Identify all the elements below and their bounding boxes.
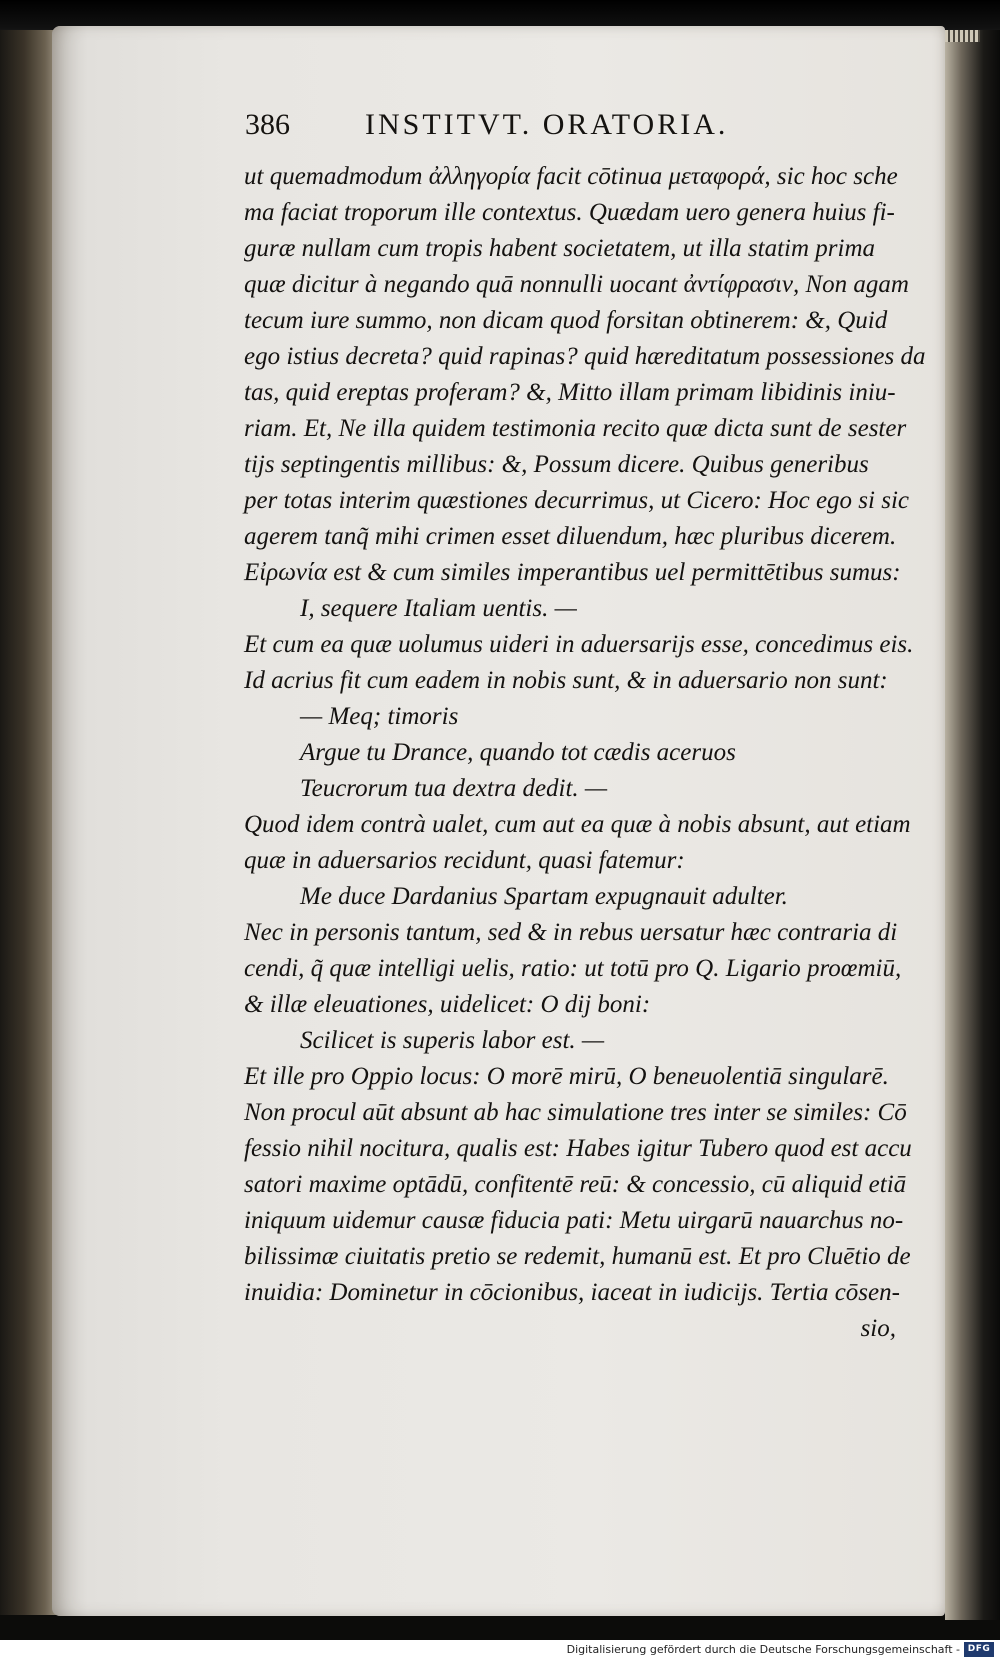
text-line: Εἰρωνία est & cum similes imperantibus uel permittētibus sumus:	[244, 559, 901, 586]
verse-line: Me duce Dardanius Spartam expugnauit adulter.	[300, 883, 788, 910]
running-title: INSTITVT. ORATORIA.	[365, 108, 729, 141]
book-spine	[0, 30, 60, 1615]
text-line: Et ille pro Oppio locus: O morē mirū, O beneuolentiā singularē.	[244, 1063, 889, 1090]
text-line: ego istius decreta? quid rapinas? quid hæreditatum possessiones da	[244, 343, 926, 370]
text-line: quæ in aduersarios recidunt, quasi fatemur:	[244, 847, 685, 874]
book-fore-edge	[945, 30, 1000, 1620]
text-line: bilissimæ ciuitatis pretio se redemit, humanū est. Et pro Cluētio de	[244, 1243, 911, 1270]
text-line: tecum iure summo, non dicam quod forsitan obtinerem: &, Quid	[244, 307, 888, 334]
text-line: satori maxime optādū, confitentē reū: & concessio, cū aliquid etiā	[244, 1171, 907, 1198]
text-line: tijs septingentis millibus: &, Possum dicere. Quibus generibus	[244, 451, 869, 478]
page-number: 386	[245, 108, 290, 141]
text-line: Nec in personis tantum, sed & in rebus uersatur hæc contraria di	[244, 919, 898, 946]
text-line: per totas interim quæstiones decurrimus, ut Cicero: Hoc ego si sic	[244, 487, 909, 514]
text-line: guræ nullam cum tropis habent societatem, ut illa statim prima	[244, 235, 876, 262]
text-line: & illæ eleuationes, uidelicet: O dij boni:	[244, 991, 651, 1018]
verse-line: Argue tu Drance, quando tot cædis aceruos	[300, 739, 736, 766]
verse-line: I, sequere Italiam uentis. —	[300, 595, 577, 622]
text-line: Quod idem contrà ualet, cum aut ea quæ à nobis absunt, aut etiam	[244, 811, 911, 838]
text-line: tas, quid ereptas proferam? &, Mitto illam primam libidinis iniu-	[244, 379, 896, 406]
text-line: quæ dicitur à negando quā nonnulli uocant ἀντίφρασιν, Non agam	[244, 271, 909, 298]
text-line: ma faciat troporum ille contextus. Quædam uero genera huius fi-	[244, 199, 895, 226]
text-line: Et cum ea quæ uolumus uideri in aduersarijs esse, concedimus eis.	[244, 631, 914, 658]
dfg-logo-icon: DFG	[964, 1642, 994, 1657]
text-line: inuidia: Dominetur in cōcionibus, iaceat in iudicijs. Tertia cōsen-	[244, 1279, 900, 1306]
text-line: fessio nihil nocitura, qualis est: Habes igitur Tubero quod est accu	[244, 1135, 912, 1162]
text-line: Non procul aūt absunt ab hac simulatione tres inter se similes: Cō	[244, 1099, 907, 1126]
footer-bar	[0, 1640, 1000, 1660]
text-line: riam. Et, Ne illa quidem testimonia recito quæ dicta sunt de sester	[244, 415, 907, 442]
digitization-credit: Digitalisierung gefördert durch die Deutsche Forschungsgemeinschaft -	[566, 1643, 960, 1656]
verse-line: — Meq; timoris	[300, 703, 459, 730]
text-line: cendi, q̃ quæ intelligi uelis, ratio: ut totū pro Q. Ligario proœmiū,	[244, 955, 902, 982]
running-head	[245, 108, 805, 148]
text-line: Id acrius fit cum eadem in nobis sunt, & in aduersario non sunt:	[244, 667, 888, 694]
text-line: agerem tanq̃ mihi crimen esset diluendum, hæc pluribus dicerem.	[244, 523, 897, 550]
verse-line: Teucrorum tua dextra dedit. —	[300, 775, 608, 802]
catchword: sio,	[860, 1315, 896, 1342]
text-line: ut quemadmodum ἀλληγορία facit cōtinua μεταφορά, sic hoc sche	[244, 163, 898, 190]
text-line: iniquum uidemur causæ fiducia pati: Metu uirgarū nauarchus no-	[244, 1207, 904, 1234]
page-stack-edge	[940, 30, 980, 42]
verse-line: Scilicet is superis labor est. —	[300, 1027, 605, 1054]
